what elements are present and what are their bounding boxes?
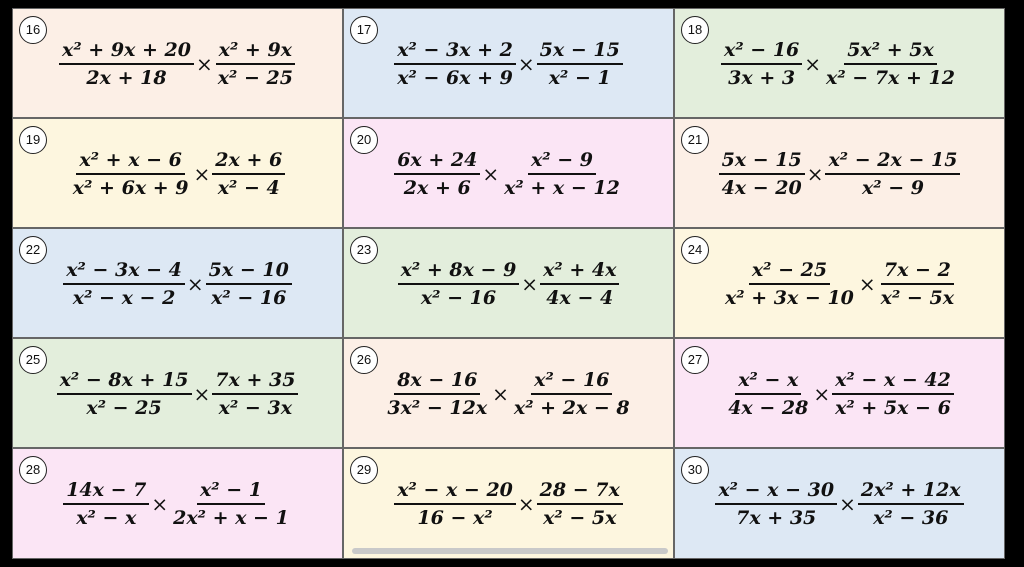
times-sign: ×: [193, 162, 211, 186]
problem-cell-18: [674, 8, 1005, 118]
problem-cell-19: [12, 118, 343, 228]
numerator: 5x − 15: [719, 147, 805, 175]
times-sign: ×: [517, 492, 535, 516]
numerator: x² + x − 6: [76, 147, 185, 175]
denominator: 4x − 28: [728, 397, 809, 419]
numerator: 8x − 16: [394, 367, 480, 395]
problem-number-badge: 16: [19, 16, 47, 44]
denominator: 16 − x²: [417, 507, 493, 529]
numerator: x² − 25: [749, 257, 830, 285]
times-sign: ×: [186, 272, 204, 296]
times-sign: ×: [804, 52, 822, 76]
denominator: 3x² − 12x: [387, 397, 488, 419]
fraction-1: [715, 477, 837, 531]
denominator: 2x + 18: [86, 67, 167, 89]
problem-cell-29: [343, 448, 674, 559]
numerator: 5x² + 5x: [844, 37, 937, 65]
numerator: x² − x: [735, 367, 801, 395]
problem-number-badge: 26: [350, 346, 378, 374]
denominator: x² − 9: [861, 177, 924, 199]
problem-expression: [13, 257, 342, 311]
problem-cell-26: [343, 338, 674, 448]
fraction-2: [212, 147, 285, 201]
denominator: 3x + 3: [728, 67, 796, 89]
denominator: 2x² + x − 1: [173, 507, 289, 529]
times-sign: ×: [193, 382, 211, 406]
numerator: 28 − 7x: [537, 477, 623, 505]
times-sign: ×: [151, 492, 169, 516]
fraction-2: [511, 367, 633, 421]
fraction-2: [215, 37, 296, 91]
times-sign: ×: [482, 162, 500, 186]
numerator: x² − 8x + 15: [57, 367, 192, 395]
denominator: x² − 1: [548, 67, 611, 89]
fraction-2: [858, 477, 964, 531]
numerator: x² + 8x − 9: [398, 257, 520, 285]
problem-cell-27: [674, 338, 1005, 448]
problem-cell-20: [343, 118, 674, 228]
numerator: x² − 1: [197, 477, 265, 505]
numerator: x² − 3x − 4: [63, 257, 185, 285]
problem-number-badge: 27: [681, 346, 709, 374]
problem-number-badge: 25: [19, 346, 47, 374]
problem-expression: [675, 477, 1004, 531]
fraction-1: [398, 257, 520, 311]
problem-expression: [675, 147, 1004, 201]
problem-expression: [344, 147, 673, 201]
fraction-2: [501, 147, 623, 201]
times-sign: ×: [813, 382, 831, 406]
numerator: 6x + 24: [394, 147, 480, 175]
numerator: x² − 2x − 15: [825, 147, 960, 175]
denominator: x² − 16: [211, 287, 287, 309]
numerator: 5x − 10: [206, 257, 292, 285]
times-sign: ×: [492, 382, 509, 406]
denominator: x² − 6x + 9: [397, 67, 513, 89]
numerator: x² − x − 30: [715, 477, 837, 505]
horizontal-scrollbar-thumb[interactable]: [352, 548, 668, 554]
problem-number-badge: 19: [19, 126, 47, 154]
fraction-1: [725, 367, 811, 421]
denominator: x² − 7x + 12: [826, 67, 955, 89]
numerator: x² + 9x + 20: [59, 37, 194, 65]
fraction-1: [59, 37, 194, 91]
fraction-1: [63, 257, 185, 311]
denominator: x² − 16: [420, 287, 497, 309]
denominator: 4x − 20: [721, 177, 802, 199]
problem-cell-25: [12, 338, 343, 448]
numerator: x² + 4x: [540, 257, 619, 285]
fraction-2: [170, 477, 292, 531]
fraction-1: [721, 37, 802, 91]
times-sign: ×: [858, 272, 876, 296]
denominator: x² − 25: [217, 67, 293, 89]
problem-cell-30: [674, 448, 1005, 559]
times-sign: ×: [517, 52, 535, 76]
problem-expression: [344, 367, 673, 421]
problem-expression: [13, 147, 342, 201]
fraction-1: [394, 477, 516, 531]
fraction-2: [212, 367, 298, 421]
problem-expression: [344, 477, 673, 531]
problem-cell-16: [12, 8, 343, 118]
problem-number-badge: 22: [19, 236, 47, 264]
fraction-2: [540, 257, 619, 311]
problem-number-badge: 24: [681, 236, 709, 264]
denominator: x² − 5x: [880, 287, 955, 309]
problem-number-badge: 29: [350, 456, 378, 484]
problem-number-badge: 23: [350, 236, 378, 264]
fraction-1: [394, 147, 480, 201]
denominator: x² + 2x − 8: [513, 397, 630, 419]
numerator: 5x − 15: [537, 37, 623, 65]
numerator: x² − 16: [721, 37, 802, 65]
problem-number-badge: 18: [681, 16, 709, 44]
denominator: x² + 5x − 6: [835, 397, 951, 419]
problem-expression: [13, 477, 342, 531]
fraction-2: [878, 257, 957, 311]
fraction-1: [394, 37, 516, 91]
numerator: x² − x − 20: [394, 477, 516, 505]
denominator: x² − 36: [873, 507, 949, 529]
problem-grid: [12, 8, 1005, 559]
denominator: 2x + 6: [403, 177, 471, 199]
problem-cell-17: [343, 8, 674, 118]
problem-cell-22: [12, 228, 343, 338]
numerator: x² − x − 42: [832, 367, 954, 395]
denominator: x² − x − 2: [72, 287, 176, 309]
problem-cell-23: [343, 228, 674, 338]
problem-number-badge: 28: [19, 456, 47, 484]
problem-expression: [675, 37, 1004, 91]
numerator: 14x − 7: [63, 477, 149, 505]
times-sign: ×: [839, 492, 856, 516]
denominator: x² − 4: [217, 177, 280, 199]
problem-expression: [344, 37, 673, 91]
problem-cell-21: [674, 118, 1005, 228]
fraction-2: [537, 477, 623, 531]
numerator: 2x + 6: [212, 147, 285, 175]
numerator: 7x + 35: [212, 367, 298, 395]
denominator: 7x + 35: [736, 507, 817, 529]
problem-cell-28: [12, 448, 343, 559]
denominator: 4x − 4: [546, 287, 614, 309]
times-sign: ×: [521, 272, 539, 296]
fraction-2: [206, 257, 292, 311]
denominator: x² + x − 12: [504, 177, 620, 199]
fraction-2: [537, 37, 623, 91]
numerator: x² + 9x: [216, 37, 295, 65]
fraction-2: [825, 147, 960, 201]
denominator: x² − x: [76, 507, 137, 529]
times-sign: ×: [806, 162, 824, 186]
problem-number-badge: 21: [681, 126, 709, 154]
problem-expression: [344, 257, 673, 311]
numerator: 2x² + 12x: [858, 477, 964, 505]
numerator: x² − 9: [528, 147, 596, 175]
problem-expression: [13, 37, 342, 91]
problem-expression: [675, 257, 1004, 311]
fraction-1: [70, 147, 192, 201]
problem-expression: [13, 367, 342, 421]
fraction-1: [384, 367, 490, 421]
problem-number-badge: 30: [681, 456, 709, 484]
denominator: x² − 5x: [543, 507, 617, 529]
fraction-2: [832, 367, 954, 421]
fraction-1: [63, 477, 149, 531]
fraction-2: [823, 37, 958, 91]
problem-number-badge: 17: [350, 16, 378, 44]
problem-cell-24: [674, 228, 1005, 338]
numerator: 7x − 2: [881, 257, 954, 285]
fraction-1: [719, 147, 805, 201]
denominator: x² + 3x − 10: [724, 287, 854, 309]
times-sign: ×: [195, 52, 213, 76]
denominator: x² − 25: [86, 397, 162, 419]
problem-expression: [675, 367, 1004, 421]
denominator: x² + 6x + 9: [72, 177, 189, 199]
numerator: x² − 16: [531, 367, 612, 395]
problem-number-badge: 20: [350, 126, 378, 154]
fraction-1: [722, 257, 857, 311]
denominator: x² − 3x: [218, 397, 293, 419]
numerator: x² − 3x + 2: [394, 37, 516, 65]
fraction-1: [57, 367, 192, 421]
